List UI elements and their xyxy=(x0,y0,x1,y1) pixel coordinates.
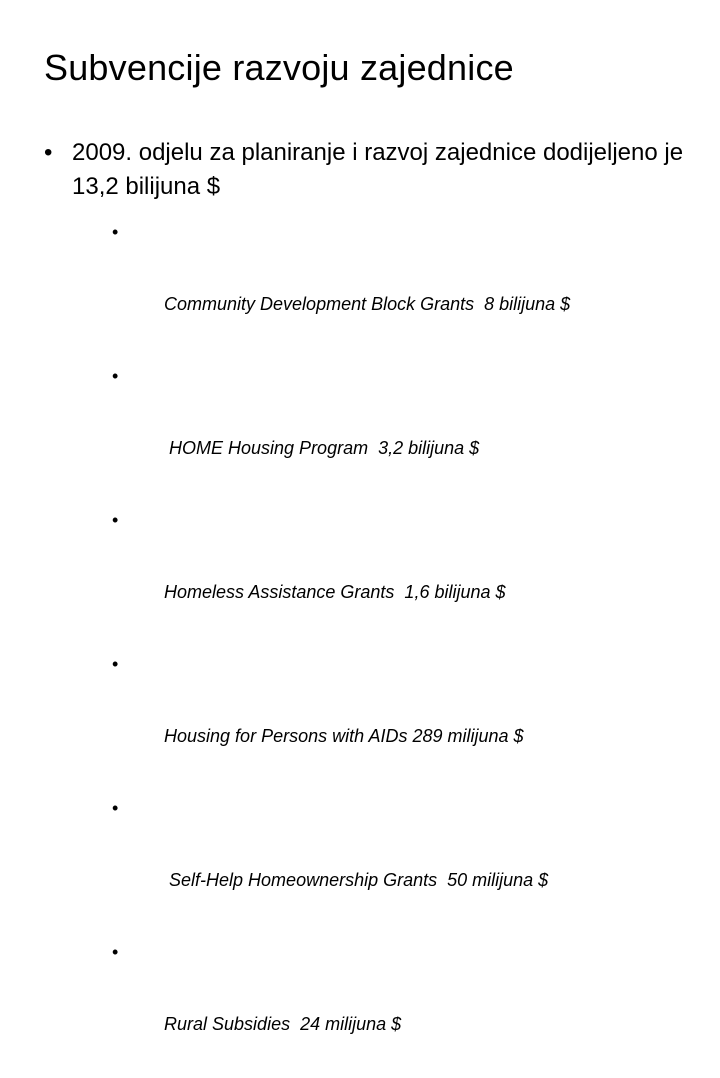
sub-bullet-item xyxy=(112,214,570,358)
sub-bullet-item xyxy=(112,790,570,934)
bullet-marker: • xyxy=(112,654,119,674)
sub-bullet-text: HOME Housing Program 3,2 bilijuna $ xyxy=(164,438,480,458)
sub-bullet-text: Homeless Assistance Grants 1,6 bilijuna $ xyxy=(164,582,506,602)
sub-bullet-text: Self-Help Homeownership Grants 50 milijuna $ xyxy=(164,870,549,890)
bullet-marker: • xyxy=(112,222,119,242)
bullet-marker: • xyxy=(112,366,119,386)
bullet-marker: • xyxy=(112,798,119,818)
bullet-marker: • xyxy=(112,942,119,962)
sub-bullet-list xyxy=(112,214,570,1078)
sub-bullet-item xyxy=(112,502,570,646)
sub-bullet-item xyxy=(112,934,570,1078)
main-bullet-text: 2009. odjelu za planiranje i razvoj zajednice dodijeljeno je 13,2 bilijuna $ xyxy=(72,139,684,200)
sub-bullet-text: Rural Subsidies 24 milijuna $ xyxy=(164,1014,402,1034)
main-bullet xyxy=(44,136,684,204)
sub-bullet-text: Housing for Persons with AIDs 289 milijuna $ xyxy=(164,726,524,746)
slide-title: Subvencije razvoju zajednice xyxy=(44,47,514,88)
bullet-marker: • xyxy=(44,139,53,166)
sub-bullet-text: Community Development Block Grants 8 bilijuna $ xyxy=(164,294,571,314)
sub-bullet-item xyxy=(112,646,570,790)
sub-bullet-item xyxy=(112,358,570,502)
bullet-marker: • xyxy=(112,510,119,530)
